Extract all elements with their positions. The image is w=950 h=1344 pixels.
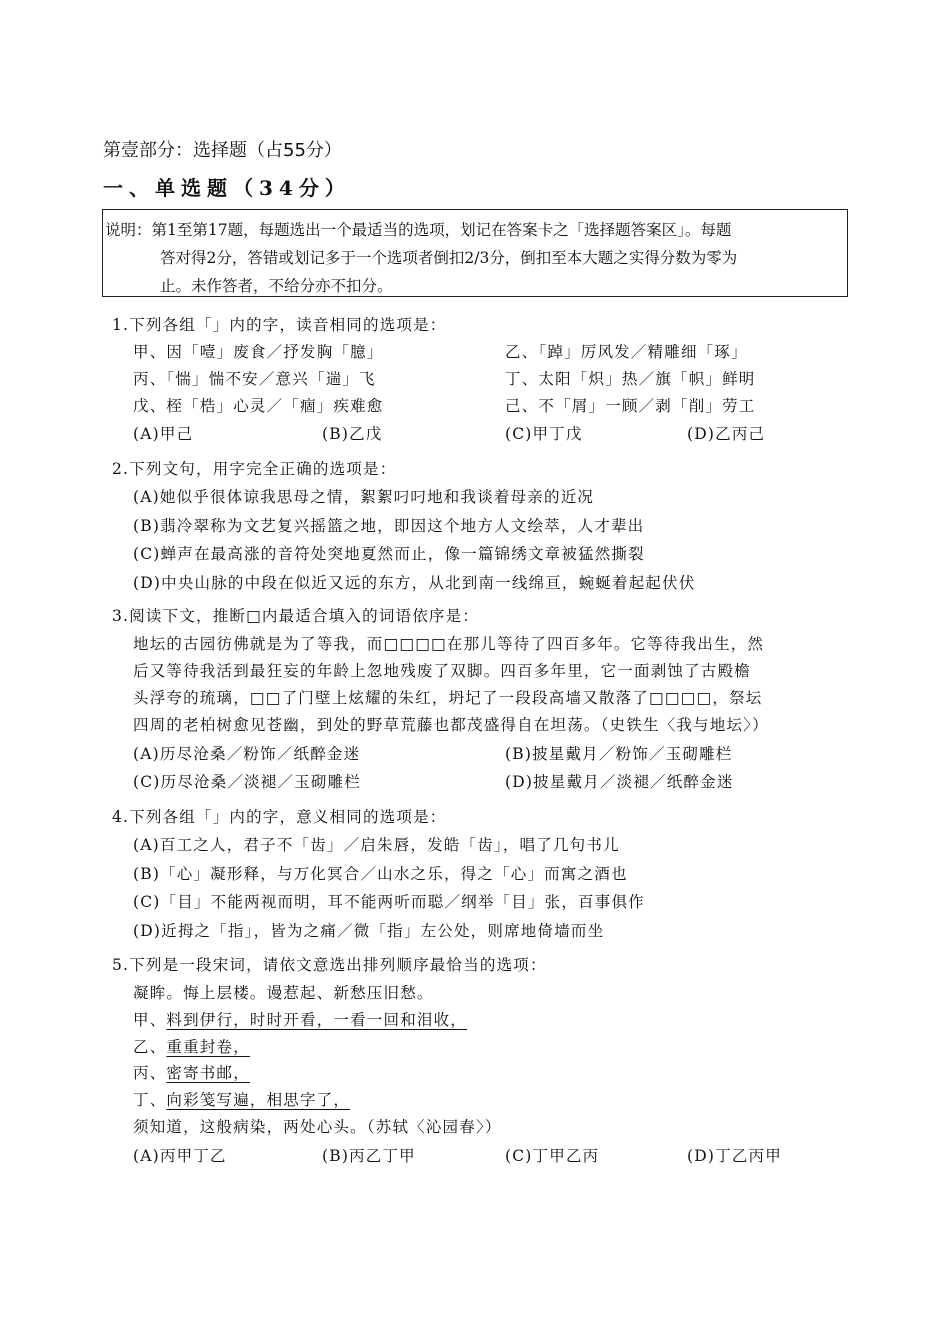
question-5-option-b[interactable]: (B)丙乙丁甲: [322, 1147, 416, 1165]
question-3-stem: 3.阅读下文，推断□内最适合填入的词语依序是：: [112, 607, 480, 625]
question-1-group-ding: 丁、太阳「炽」热／旗「帜」鲜明: [505, 370, 756, 388]
question-5-option-a[interactable]: (A)丙甲丁乙: [133, 1147, 227, 1165]
question-1-group-yi: 乙、「踔」厉风发／精雕细「琢」: [505, 343, 748, 361]
question-3-passage-line-2: 后又等待我活到最狂妄的年龄上忽地残废了双脚。四百多年里，它一面剥蚀了古殿檐: [133, 662, 751, 680]
question-5-option-c[interactable]: (C)丁甲乙丙: [505, 1147, 600, 1165]
line-text: 重重封卷，: [166, 1038, 250, 1056]
question-3-option-c[interactable]: (C)历尽沧桑／淡褪／玉砌雕栏: [133, 773, 361, 791]
question-2-stem: 2.下列文句，用字完全正确的选项是：: [112, 460, 397, 478]
question-5-line-yi: [133, 1035, 250, 1057]
part-title: 第壹部分：选择题（占55分）: [103, 140, 342, 161]
question-2-option-d[interactable]: (D)中央山脉的中段在似近又远的东方，从北到南一线绵亘，蜿蜒着起起伏伏: [133, 574, 696, 592]
question-5-line-bing: [133, 1061, 250, 1083]
question-5-lead: 凝眸。悔上层楼。谩惹起、新愁压旧愁。: [133, 984, 434, 1002]
question-5-line-jia: [133, 1008, 467, 1030]
line-label: 甲、: [133, 1011, 167, 1029]
question-2-option-b[interactable]: (B)翡冷翠称为文艺复兴摇篮之地，即因这个地方人文绘萃，人才辈出: [133, 517, 645, 535]
question-1-option-b[interactable]: (B)乙戊: [322, 425, 383, 443]
question-1-group-wu: 戊、桎「梏」心灵／「痼」疾难愈: [133, 397, 384, 415]
question-4-option-c[interactable]: (C)「目」不能两视而明，耳不能两听而聪／纲举「目」张，百事俱作: [133, 893, 645, 911]
question-5-option-d[interactable]: (D)丁乙丙甲: [687, 1147, 782, 1165]
question-4-option-a[interactable]: (A)百工之人，君子不「齿」／启朱唇，发皓「齿」，唱了几句书儿: [133, 836, 620, 854]
question-3-passage-line-4: 四周的老柏树愈见苍幽，到处的野草荒藤也都茂盛得自在坦荡。（史铁生〈我与地坛〉）: [133, 716, 769, 734]
line-label: 乙、: [133, 1038, 167, 1056]
line-text: 料到伊行，时时开看，一看一回和泪收，: [166, 1011, 468, 1029]
question-4-stem: 4.下列各组「」内的字，意义相同的选项是：: [112, 808, 447, 826]
question-4-option-b[interactable]: (B)「心」凝形释，与万化冥合／山水之乐，得之「心」而寓之酒也: [133, 865, 628, 883]
question-1-option-d[interactable]: (D)乙丙己: [687, 425, 766, 443]
question-3-option-d[interactable]: (D)披星戴月／淡褪／纸醉金迷: [505, 773, 734, 791]
line-text: 向彩笺写遍，相思字了，: [166, 1091, 351, 1109]
line-label: 丁、: [133, 1091, 167, 1109]
question-1-stem: 1.下列各组「」内的字，读音相同的选项是：: [112, 316, 447, 334]
question-3-option-a[interactable]: (A)历尽沧桑／粉饰／纸醉金迷: [133, 745, 361, 763]
section-title: 一、单选题（34分）: [103, 176, 351, 200]
line-text: 密寄书邮，: [166, 1064, 250, 1082]
question-3-passage-line-1: 地坛的古园彷佛就是为了等我，而□□□□在那儿等待了四百多年。它等待我出生，然: [133, 635, 765, 653]
question-1-group-jia: 甲、因「噎」废食／抒发胸「臆」: [133, 343, 384, 361]
question-3-passage-line-3: 头浮夸的琉璃，□□了门壁上炫耀的朱红，坍圮了一段段高墙又散落了□□□□，祭坛: [133, 689, 763, 707]
question-2-option-a[interactable]: (A)她似乎很体谅我思母之情，絮絮叼叼地和我谈着母亲的近况: [133, 488, 595, 506]
question-5-stem: 5.下列是一段宋词，请依文意选出排列顺序最恰当的选项：: [112, 956, 547, 974]
instructions-line-3: 止。未作答者，不给分亦不扣分。: [160, 277, 393, 295]
question-1-option-a[interactable]: (A)甲己: [133, 425, 194, 443]
question-1-group-ji: 己、不「屑」一顾／剥「削」劳工: [505, 397, 756, 415]
question-5-line-ding: [133, 1088, 350, 1110]
question-4-option-d[interactable]: (D)近拇之「指」，皆为之痛／微「指」左公处，则席地倚墙而坐: [133, 922, 605, 940]
instructions-line-1: 说明：第1至第17题，每题选出一个最适当的选项，划记在答案卡之「选择题答案区」。每题: [105, 221, 732, 239]
question-5-tail: 须知道，这般病染，两处心头。（苏轼〈沁园春〉）: [133, 1118, 502, 1136]
instructions-box: [102, 209, 848, 297]
question-1-option-c[interactable]: (C)甲丁戊: [505, 425, 583, 443]
question-1-group-bing: 丙、「惴」惴不安／意兴「遄」飞: [133, 370, 376, 388]
instructions-line-2: 答对得2分，答错或划记多于一个选项者倒扣2/3分，倒扣至本大题之实得分数为零为: [160, 249, 738, 267]
question-3-option-b[interactable]: (B)披星戴月／粉饰／玉砌雕栏: [505, 745, 733, 763]
question-2-option-c[interactable]: (C)蝉声在最高涨的音符处突地夏然而止，像一篇锦绣文章被猛然撕裂: [133, 545, 645, 563]
line-label: 丙、: [133, 1064, 167, 1082]
